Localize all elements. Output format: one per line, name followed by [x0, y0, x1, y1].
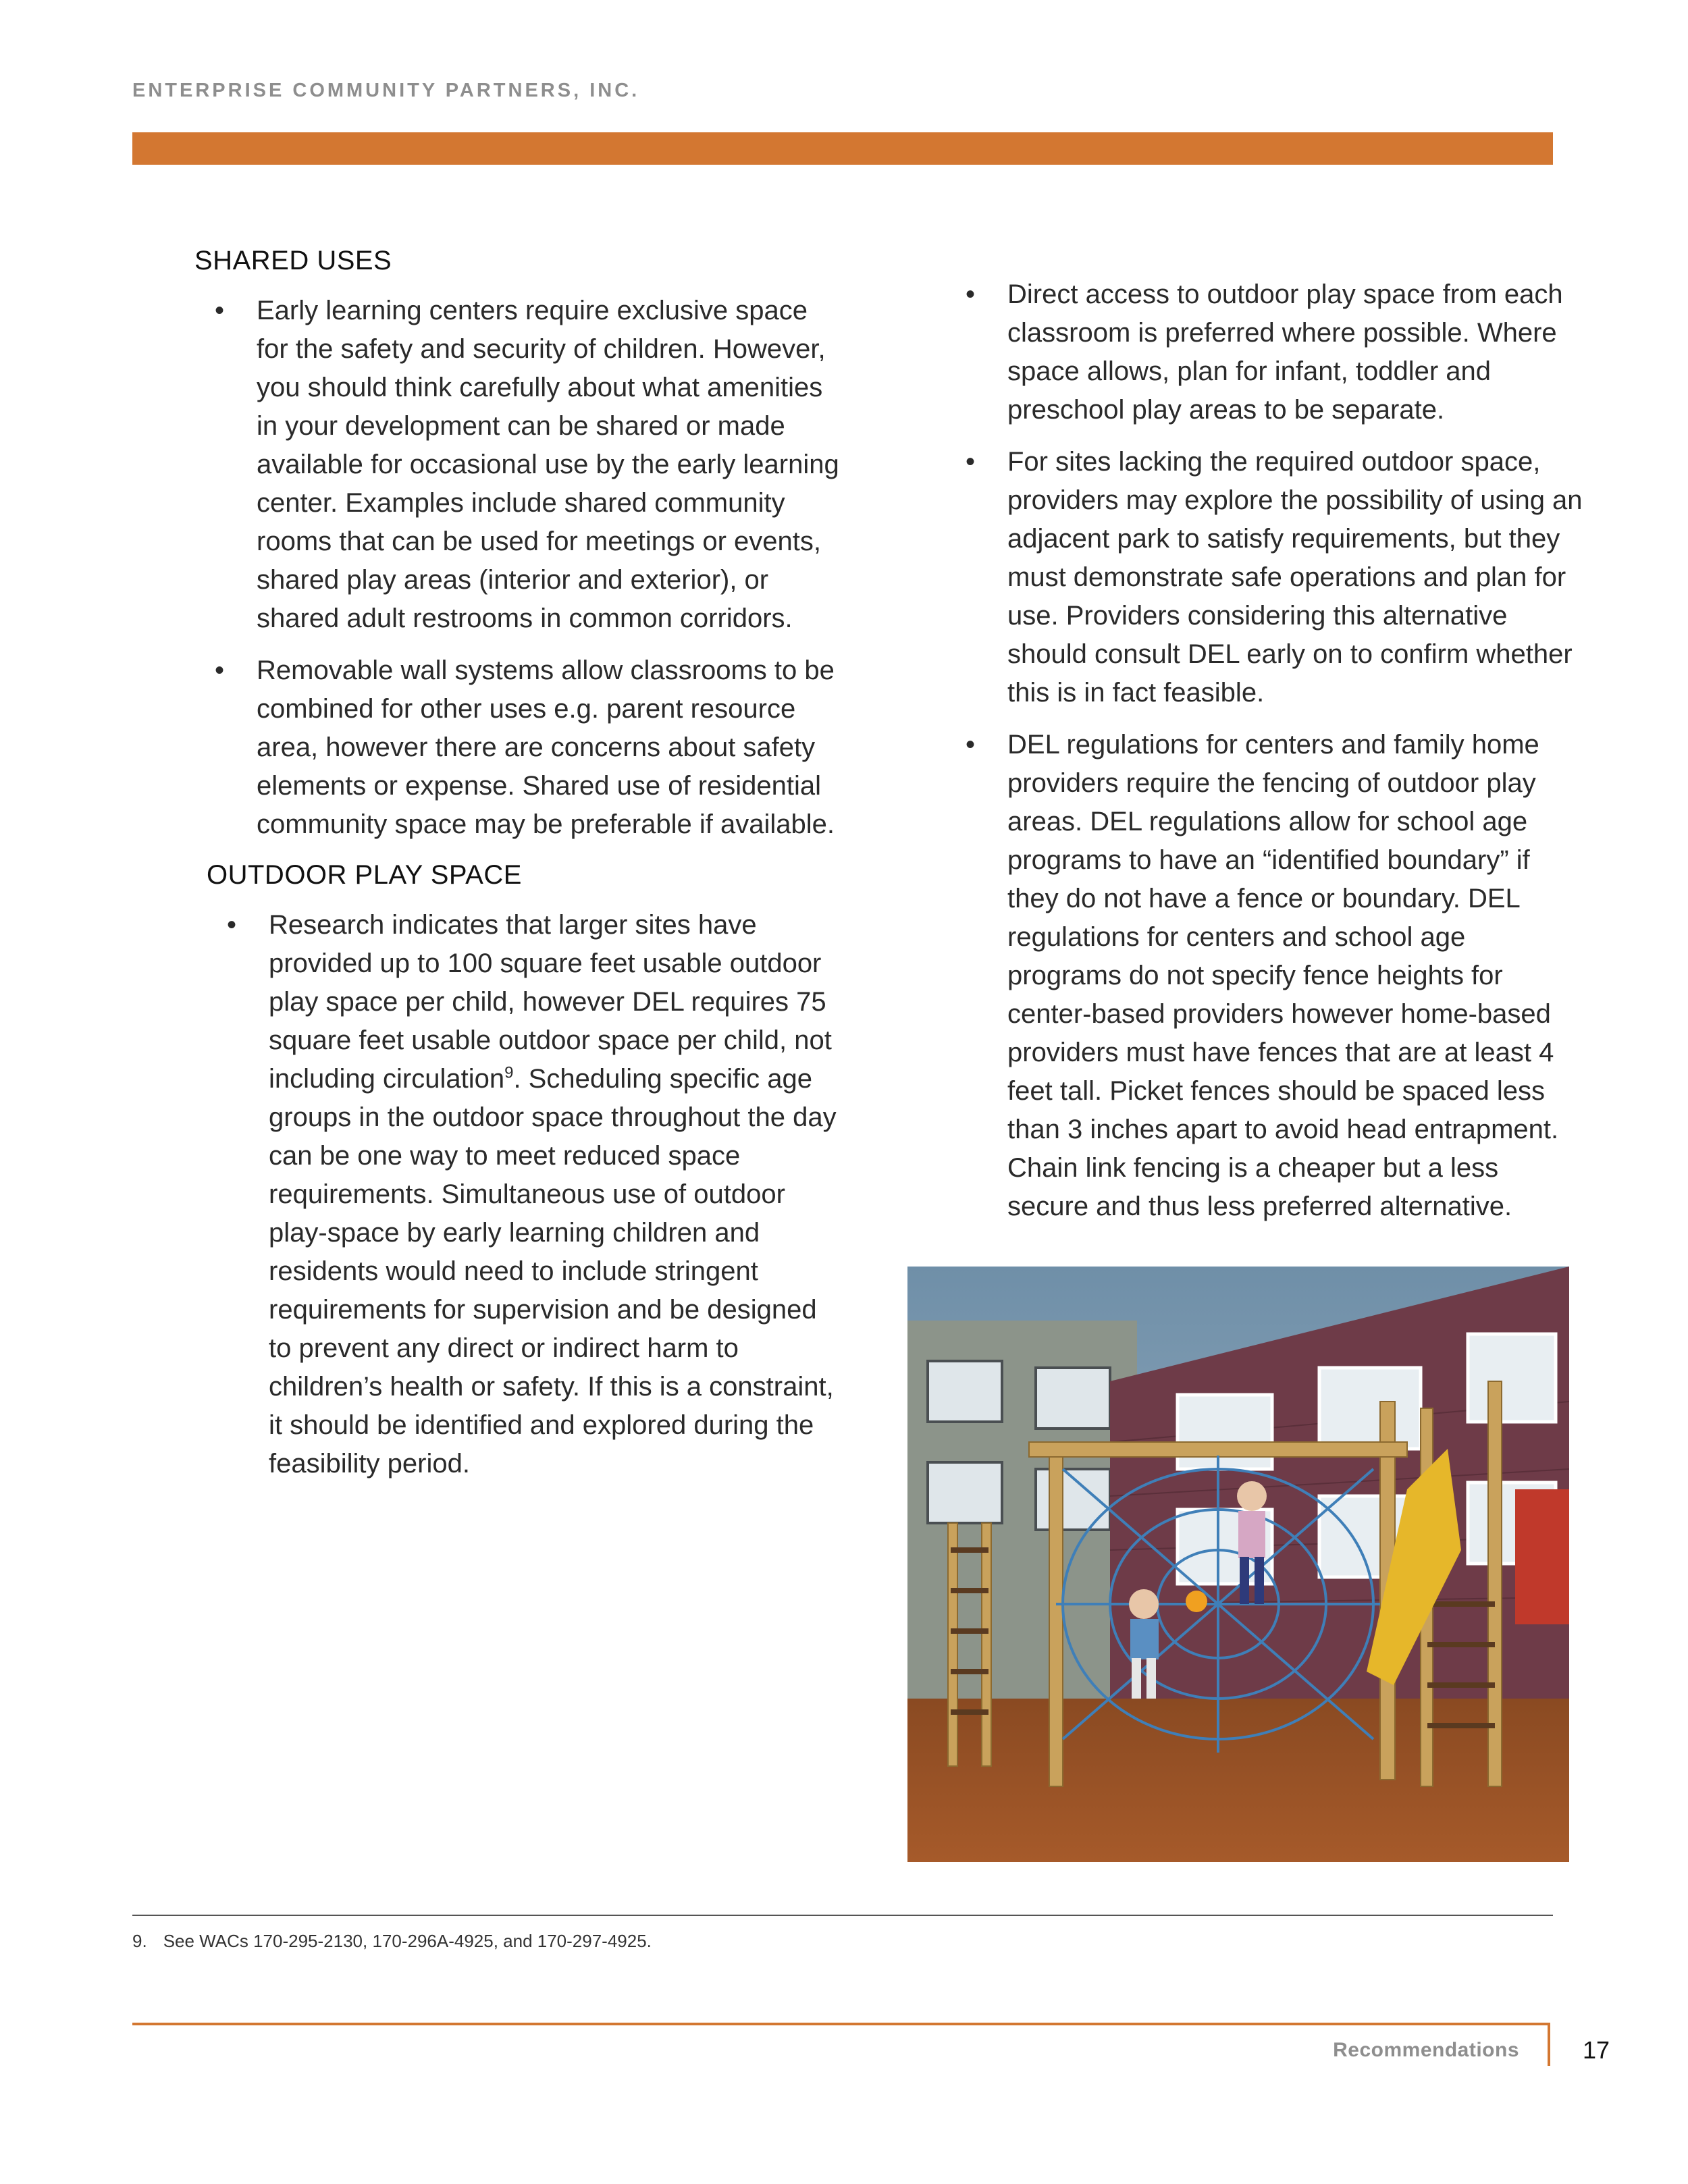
- bullet-icon: •: [227, 910, 237, 940]
- bullet-icon: •: [215, 656, 225, 685]
- list-item: [194, 651, 843, 844]
- list-item-text: For sites lacking the required outdoor space, providers may explore the possibility of using an adjacent park to satisfy requirements, but they must demonstrate safe operations and plan for use. Providers considering this alternative should consult DEL early on to confirm whether this is in fact feasible.: [1007, 447, 1583, 708]
- orange-ball: [1186, 1591, 1207, 1612]
- shared-uses-heading: SHARED USES: [194, 246, 392, 275]
- footnote-reference[interactable]: 9: [504, 1063, 514, 1082]
- bullet-text-part: . Scheduling specific age groups in the outdoor space throughout the day can be one way to meet reduced space requirements. Simultaneous use of outdoor play-space by early learning children and residents would need to include stringent requirements for supervision and be designed to prevent any direct or indirect harm to children’s health or safety. If this is a constraint, it should be identified and explored during the feasibility period.: [269, 1064, 837, 1479]
- playground-photo: [907, 1267, 1569, 1862]
- left-column: [194, 243, 843, 1497]
- red-panel: [1515, 1489, 1569, 1624]
- page-number: 17: [1583, 2036, 1610, 2064]
- list-item-text: Removable wall systems allow classrooms to be combined for other uses e.g. parent resource area, however there are concerns about safety elements or expense. Shared use of residential community space may be preferable if available.: [257, 656, 835, 839]
- list-item-text: Early learning centers require exclusive space for the safety and security of children. However, you should think carefully about what amenities in your development can be shared or made available for occasional use by the early learning center. Examples include shared community rooms that can be used for meetings or events, shared play areas (interior and exterior), or shared adult restrooms in common corridors.: [257, 296, 839, 633]
- footnote-divider: [132, 1915, 1553, 1916]
- header-organization: ENTERPRISE COMMUNITY PARTNERS, INC.: [132, 80, 640, 101]
- footer-vertical-divider: [1548, 2023, 1550, 2066]
- footnote-text: See WACs 170-295-2130, 170-296A-4925, and 170-297-4925.: [163, 1931, 652, 1951]
- bullet-icon: •: [966, 447, 976, 477]
- bullet-text-part: Research indicates that larger sites have provided up to 100 square feet usable outdoor play space per child, however DEL requires 75 square feet usable outdoor space per child, not including circulation: [269, 910, 832, 1094]
- right-bullet-list: [945, 275, 1587, 1226]
- footer-section-title: Recommendations: [1333, 2039, 1519, 2061]
- bullet-icon: •: [966, 279, 976, 309]
- header-accent-bar: [132, 132, 1553, 165]
- list-item: [194, 292, 843, 638]
- list-item-text: [269, 910, 837, 1479]
- outdoor-play-heading: OUTDOOR PLAY SPACE: [207, 860, 522, 890]
- footer-divider: [132, 2023, 1550, 2025]
- list-item-text: Direct access to outdoor play space from each classroom is preferred where possible. Where space allows, plan for infant, toddler and preschool play areas to be separate.: [1007, 279, 1563, 425]
- list-item: [945, 726, 1587, 1226]
- footnote: [132, 1931, 652, 1952]
- bullet-icon: •: [966, 730, 976, 760]
- list-item-text: DEL regulations for centers and family home providers require the fencing of outdoor play areas. DEL regulations allow for school age programs to have an “identified boundary” if they do not have a fence or boundary. DEL regulations for centers and school age programs do not specify fence heights for center-based providers however home-based providers must have fences that are at least 4 feet tall. Picket fences should be spaced less than 3 inches apart to avoid head entrapment. Chain link fencing is a cheaper but a less secure and thus less preferred alternative.: [1007, 730, 1559, 1221]
- list-item: [945, 443, 1587, 712]
- list-item: [945, 275, 1587, 429]
- shared-uses-list: [194, 292, 843, 844]
- footnote-number: 9.: [132, 1931, 147, 1951]
- outdoor-play-section: [207, 857, 843, 1483]
- bullet-icon: •: [215, 296, 225, 325]
- right-column: [945, 275, 1587, 1240]
- outdoor-play-list: [207, 906, 843, 1483]
- list-item: [207, 906, 843, 1483]
